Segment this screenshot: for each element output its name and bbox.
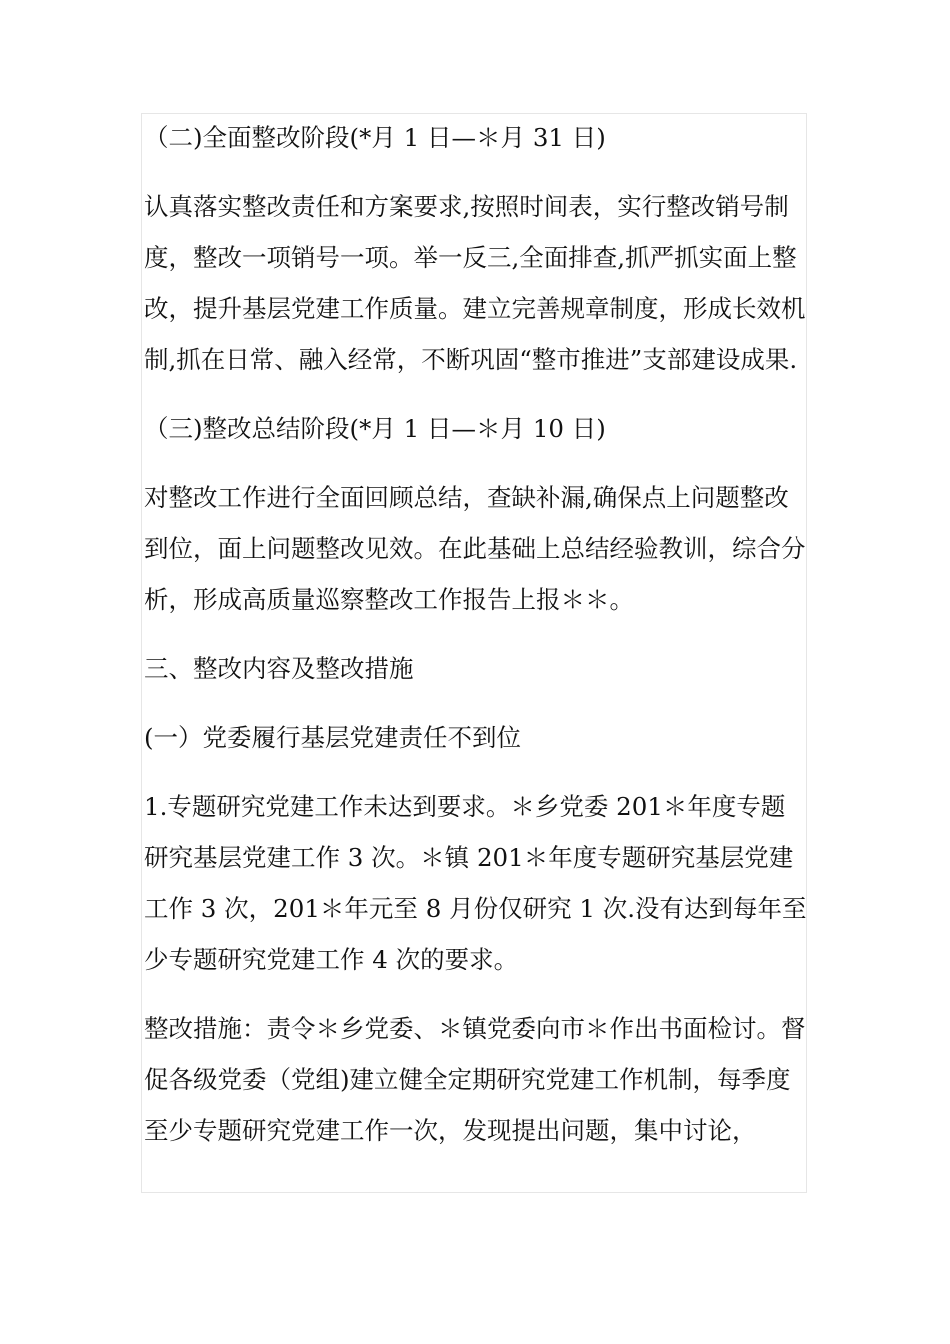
- body-paragraph: 1.专题研究党建工作未达到要求。＊乡党委 201＊年度专题研究基层党建工作 3 次。＊镇 201＊年度专题研究基层党建工作 3 次，201＊年元至 8 月份仅研究 1 次.没有达到每年至少专题研究党建工作 4 次的要求。: [144, 792, 807, 974]
- body-paragraph: 整改措施：责令＊乡党委、＊镇党委向市＊作出书面检讨。督促各级党委（党组)建立健全定期研究党建工作机制，每季度至少专题研究党建工作一次，发现提出问题，集中讨论，: [144, 1014, 806, 1145]
- subsection-heading: (一）党委履行基层党建责任不到位: [144, 723, 522, 752]
- document-body: [144, 112, 808, 1156]
- body-paragraph: 认真落实整改责任和方案要求,按照时间表，实行整改销号制度，整改一项销号一项。举一反三,全面排查,抓严抓实面上整改，提升基层党建工作质量。建立完善规章制度，形成长效机制,抓在日常、融入经常，不断巩固“整市推进”支部建设成果.: [144, 192, 806, 374]
- section-heading: （三)整改总结阶段(*月 1 日—＊月 10 日): [144, 414, 606, 443]
- section-heading: （二)全面整改阶段(*月 1 日—＊月 31 日): [144, 123, 606, 152]
- chapter-heading: 三、整改内容及整改措施: [144, 654, 414, 683]
- body-paragraph: 对整改工作进行全面回顾总结，查缺补漏,确保点上问题整改到位，面上问题整改见效。在此基础上总结经验教训，综合分析，形成高质量巡察整改工作报告上报＊＊。: [144, 483, 806, 614]
